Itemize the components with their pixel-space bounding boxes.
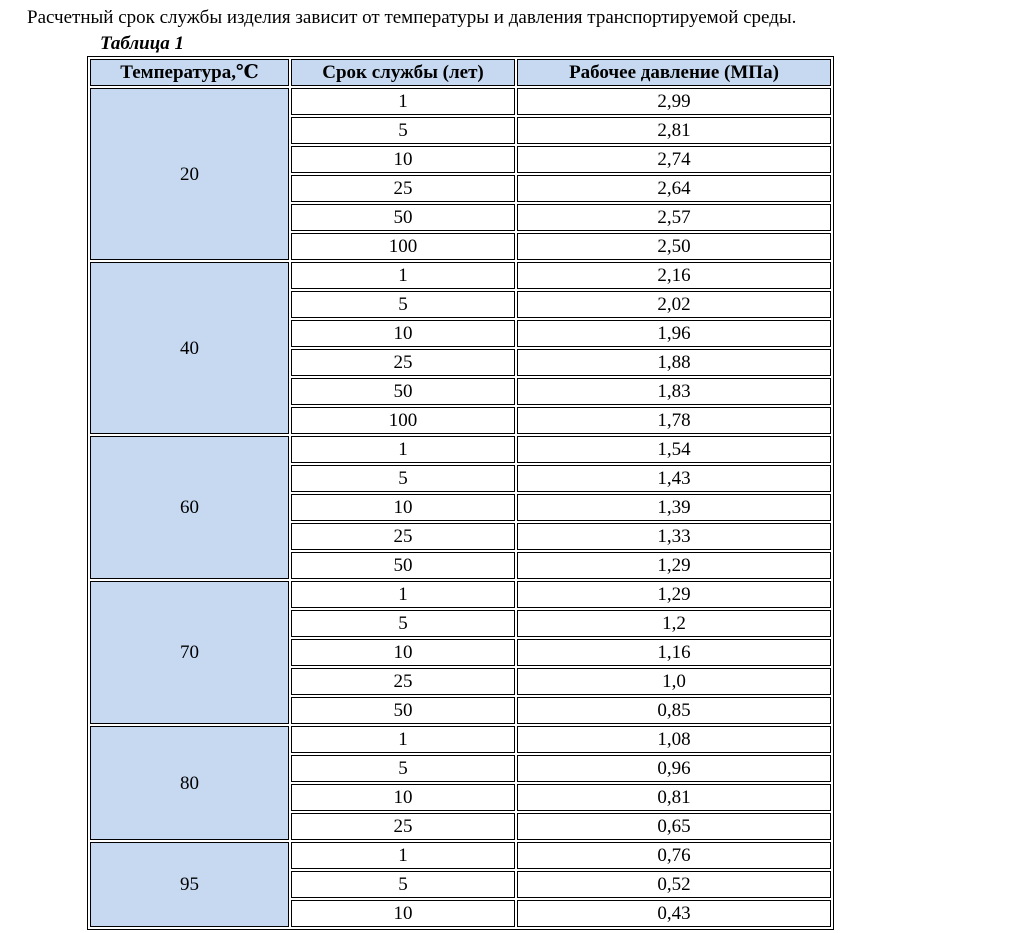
table-row (90, 88, 831, 115)
service-life-cell: 5 (291, 755, 515, 782)
pressure-cell: 1,39 (517, 494, 831, 521)
pressure-cell: 1,96 (517, 320, 831, 347)
pressure-cell: 1,29 (517, 581, 831, 608)
header-temperature: Температура,℃ (90, 59, 289, 86)
service-life-cell: 10 (291, 900, 515, 927)
pressure-cell: 1,0 (517, 668, 831, 695)
temperature-cell: 20 (90, 88, 289, 260)
service-life-cell: 100 (291, 407, 515, 434)
pressure-cell: 2,81 (517, 117, 831, 144)
pressure-cell: 2,74 (517, 146, 831, 173)
pressure-cell: 0,76 (517, 842, 831, 869)
pressure-cell: 2,57 (517, 204, 831, 231)
service-life-cell: 25 (291, 813, 515, 840)
pressure-cell: 1,88 (517, 349, 831, 376)
pressure-cell: 2,64 (517, 175, 831, 202)
table-header-row (90, 59, 831, 86)
service-life-cell: 50 (291, 552, 515, 579)
service-life-cell: 50 (291, 378, 515, 405)
table-row (90, 842, 831, 869)
pressure-cell: 0,52 (517, 871, 831, 898)
service-life-cell: 10 (291, 494, 515, 521)
table-row (90, 726, 831, 753)
pressure-cell: 1,29 (517, 552, 831, 579)
service-life-cell: 25 (291, 349, 515, 376)
service-life-cell: 50 (291, 697, 515, 724)
service-life-cell: 5 (291, 610, 515, 637)
pressure-cell: 1,33 (517, 523, 831, 550)
service-life-table (87, 56, 834, 930)
temperature-cell: 70 (90, 581, 289, 724)
pressure-cell: 0,65 (517, 813, 831, 840)
pressure-cell: 2,99 (517, 88, 831, 115)
table-row (90, 262, 831, 289)
pressure-cell: 0,85 (517, 697, 831, 724)
service-life-cell: 25 (291, 523, 515, 550)
temperature-cell: 95 (90, 842, 289, 927)
service-life-cell: 10 (291, 784, 515, 811)
service-life-cell: 1 (291, 262, 515, 289)
table-body (90, 88, 831, 927)
service-life-cell: 5 (291, 117, 515, 144)
temperature-cell: 60 (90, 436, 289, 579)
pressure-cell: 0,43 (517, 900, 831, 927)
service-life-cell: 5 (291, 291, 515, 318)
table-row (90, 581, 831, 608)
pressure-cell: 2,02 (517, 291, 831, 318)
service-life-cell: 1 (291, 726, 515, 753)
service-life-cell: 5 (291, 465, 515, 492)
service-life-cell: 25 (291, 668, 515, 695)
pressure-cell: 0,96 (517, 755, 831, 782)
service-life-cell: 10 (291, 320, 515, 347)
pressure-cell: 1,83 (517, 378, 831, 405)
pressure-cell: 2,16 (517, 262, 831, 289)
pressure-cell: 1,54 (517, 436, 831, 463)
temperature-cell: 80 (90, 726, 289, 840)
service-life-cell: 50 (291, 204, 515, 231)
table-row (90, 436, 831, 463)
pressure-cell: 1,16 (517, 639, 831, 666)
intro-text: Расчетный срок службы изделия зависит от температуры и давления транспортируемой среды. (27, 7, 797, 28)
pressure-cell: 0,81 (517, 784, 831, 811)
pressure-cell: 1,2 (517, 610, 831, 637)
service-life-cell: 100 (291, 233, 515, 260)
pressure-cell: 2,50 (517, 233, 831, 260)
service-life-cell: 10 (291, 639, 515, 666)
pressure-cell: 1,08 (517, 726, 831, 753)
table-caption: Таблица 1 (100, 33, 185, 54)
service-life-cell: 1 (291, 436, 515, 463)
service-life-cell: 10 (291, 146, 515, 173)
header-service-life: Срок службы (лет) (291, 59, 515, 86)
pressure-cell: 1,43 (517, 465, 831, 492)
service-life-cell: 1 (291, 842, 515, 869)
service-life-cell: 1 (291, 581, 515, 608)
service-life-cell: 25 (291, 175, 515, 202)
header-working-pressure: Рабочее давление (МПа) (517, 59, 831, 86)
temperature-cell: 40 (90, 262, 289, 434)
pressure-cell: 1,78 (517, 407, 831, 434)
service-life-cell: 5 (291, 871, 515, 898)
service-life-cell: 1 (291, 88, 515, 115)
